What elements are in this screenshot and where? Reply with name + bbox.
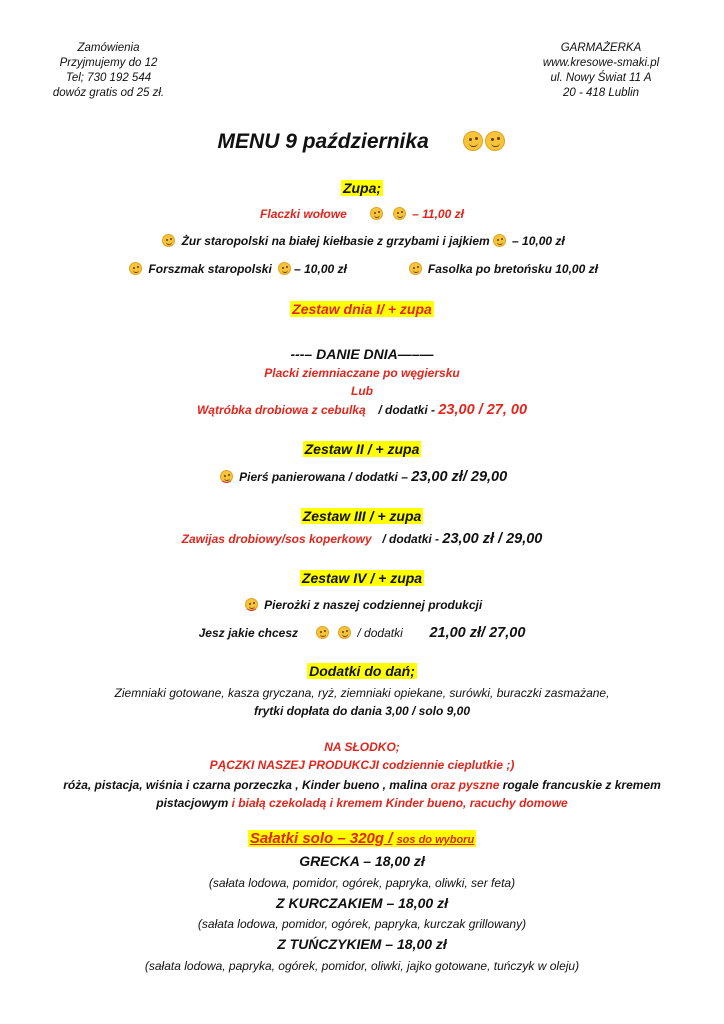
wink-emoji-icon <box>338 626 351 639</box>
sides-surcharge: frytki dopłata do dania 3,00 / solo 9,00 <box>253 704 471 718</box>
salad-grecka-name: GRECKA – 18,00 zł <box>299 853 425 869</box>
salads-heading: Sałatki solo – 320g / <box>249 830 393 847</box>
shop-info <box>526 41 676 101</box>
sides-section <box>0 663 724 679</box>
soup-item-name: Żur staropolski na białej kiełbasie z grzybami i jajkiem <box>181 234 490 248</box>
soup-section <box>0 180 724 196</box>
zestaw1-section <box>0 301 724 317</box>
sweets-connector: oraz pyszne <box>430 778 500 792</box>
sides-heading: Dodatki do dań; <box>309 663 415 679</box>
zestaw1-item2-row <box>0 402 724 418</box>
zestaw1-item2: Wątróbka drobiowa z cebulką <box>196 403 366 417</box>
zestaw3-heading: Zestaw III / + zupa <box>302 508 422 524</box>
zestaw4-note: Jesz jakie chcesz <box>198 626 299 640</box>
salads-sauce: sos do wyboru <box>396 834 475 846</box>
zestaw2-item-row <box>0 469 724 485</box>
zestaw1-or: Lub <box>351 384 373 398</box>
zestaw3-section <box>0 508 724 524</box>
wink-emoji-icon <box>485 131 505 151</box>
salad-tunczyk-desc: (sałata lodowa, papryka, ogórek, pomidor, oliwki, jajko gotowane, tuńczyk w oleju) <box>144 959 580 973</box>
sweets-croissants-cont: pistacjowym <box>156 796 229 810</box>
wink-emoji-icon <box>370 207 383 220</box>
zestaw4-price-row <box>0 625 724 641</box>
wink-emoji-icon <box>220 470 233 483</box>
menu-title: MENU 9 października <box>217 130 429 153</box>
wink-emoji-icon <box>245 598 258 611</box>
zestaw4-item: Pierożki z naszej codziennej produkcji <box>264 598 483 612</box>
zestaw1-item1: Placki ziemniaczane po węgiersku <box>264 366 460 380</box>
wink-emoji-icon <box>463 131 483 151</box>
salad-kurczak-desc: (sałata lodowa, pomidor, ogórek, papryka, kurczak grillowany) <box>197 917 527 931</box>
zestaw4-heading: Zestaw IV / + zupa <box>301 570 423 586</box>
soup-item-zur <box>0 234 724 248</box>
salads-section <box>0 830 724 847</box>
zestaw2-price: 23,00 zł/ 29,00 <box>411 469 508 485</box>
wink-emoji-icon <box>393 207 406 220</box>
wink-emoji-icon <box>409 262 422 275</box>
sweets-heading: NA SŁODKO; <box>324 740 400 754</box>
wink-emoji-icon <box>316 626 329 639</box>
contact-info <box>36 41 181 101</box>
soup-item-name: Flaczki wołowe <box>260 207 347 221</box>
sweets-donuts: PĄCZKI NASZEJ PRODUKCJI codziennie cieplutkie ;) <box>209 758 515 772</box>
zestaw2-heading: Zestaw II / + zupa <box>304 441 420 457</box>
delivery-info: dowóz gratis od 25 zł. <box>52 87 165 99</box>
zestaw4-item-row <box>0 598 724 612</box>
zestaw4-extras: / dodatki <box>357 626 403 640</box>
soup-item-price: – 11,00 zł <box>412 207 464 221</box>
sweets-line-2 <box>0 778 724 792</box>
zestaw2-section <box>0 441 724 457</box>
sweets-more: i białą czekoladą i kremem Kinder bueno, racuchy domowe <box>231 796 568 810</box>
soup-item-price: – 10,00 zł <box>294 262 347 276</box>
zestaw1-price: 23,00 / 27, 00 <box>438 402 528 418</box>
orders-hours: Przyjmujemy do 12 <box>59 57 158 69</box>
wink-emoji-icon <box>278 262 291 275</box>
soup-item-name: Forszmak staropolski <box>148 262 272 276</box>
menu-title-row <box>0 130 724 154</box>
soup-items-row <box>0 262 724 276</box>
zestaw3-item-row <box>0 531 724 547</box>
sweets-flavours: róża, pistacja, wiśnia i czarna porzeczka , Kinder bueno , malina <box>63 778 428 792</box>
soup-item-flaczki <box>0 207 724 221</box>
shop-website: www.kresowe-smaki.pl <box>542 57 660 69</box>
zestaw3-item: Zawijas drobiowy/sos koperkowy <box>181 532 372 546</box>
wink-emoji-icon <box>129 262 142 275</box>
salads-heading-box <box>248 830 476 847</box>
zestaw4-price: 21,00 zł/ 27,00 <box>429 625 526 641</box>
sweets-croissants: rogale francuskie z kremem <box>502 778 661 792</box>
soup-heading: Zupa; <box>342 180 382 196</box>
zestaw1-extras: / dodatki - <box>378 403 436 417</box>
dish-of-day-heading: ---– DANIE DNIA—–— <box>290 346 434 362</box>
wink-emoji-icon <box>493 234 506 247</box>
zestaw3-price: 23,00 zł / 29,00 <box>442 531 543 547</box>
salad-kurczak-name: Z KURCZAKIEM – 18,00 zł <box>276 895 448 911</box>
shop-street: ul. Nowy Świat 11 A <box>550 72 652 84</box>
salad-tunczyk-name: Z TUŃCZYKIEM – 18,00 zł <box>277 936 447 952</box>
phone-number: Tel; 730 192 544 <box>65 72 152 84</box>
shop-name: GARMAŻERKA <box>560 42 642 54</box>
zestaw4-section <box>0 570 724 586</box>
soup-item-price: – 10,00 zł <box>512 234 565 248</box>
salad-grecka-desc: (sałata lodowa, pomidor, ogórek, papryka, oliwki, ser feta) <box>208 876 516 890</box>
shop-city: 20 - 418 Lublin <box>562 87 640 99</box>
orders-label: Zamówienia <box>77 42 140 54</box>
sides-list: Ziemniaki gotowane, kasza gryczana, ryż, ziemniaki opiekane, surówki, buraczki zasmażane, <box>114 686 610 700</box>
soup-item-name: Fasolka po bretońsku 10,00 zł <box>427 262 598 276</box>
sweets-line-3 <box>0 796 724 810</box>
zestaw3-extras: / dodatki - <box>382 532 440 546</box>
zestaw2-item: Pierś panierowana / dodatki – <box>239 470 408 484</box>
zestaw1-heading: Zestaw dnia I/ + zupa <box>292 301 432 317</box>
wink-emoji-icon <box>162 234 175 247</box>
